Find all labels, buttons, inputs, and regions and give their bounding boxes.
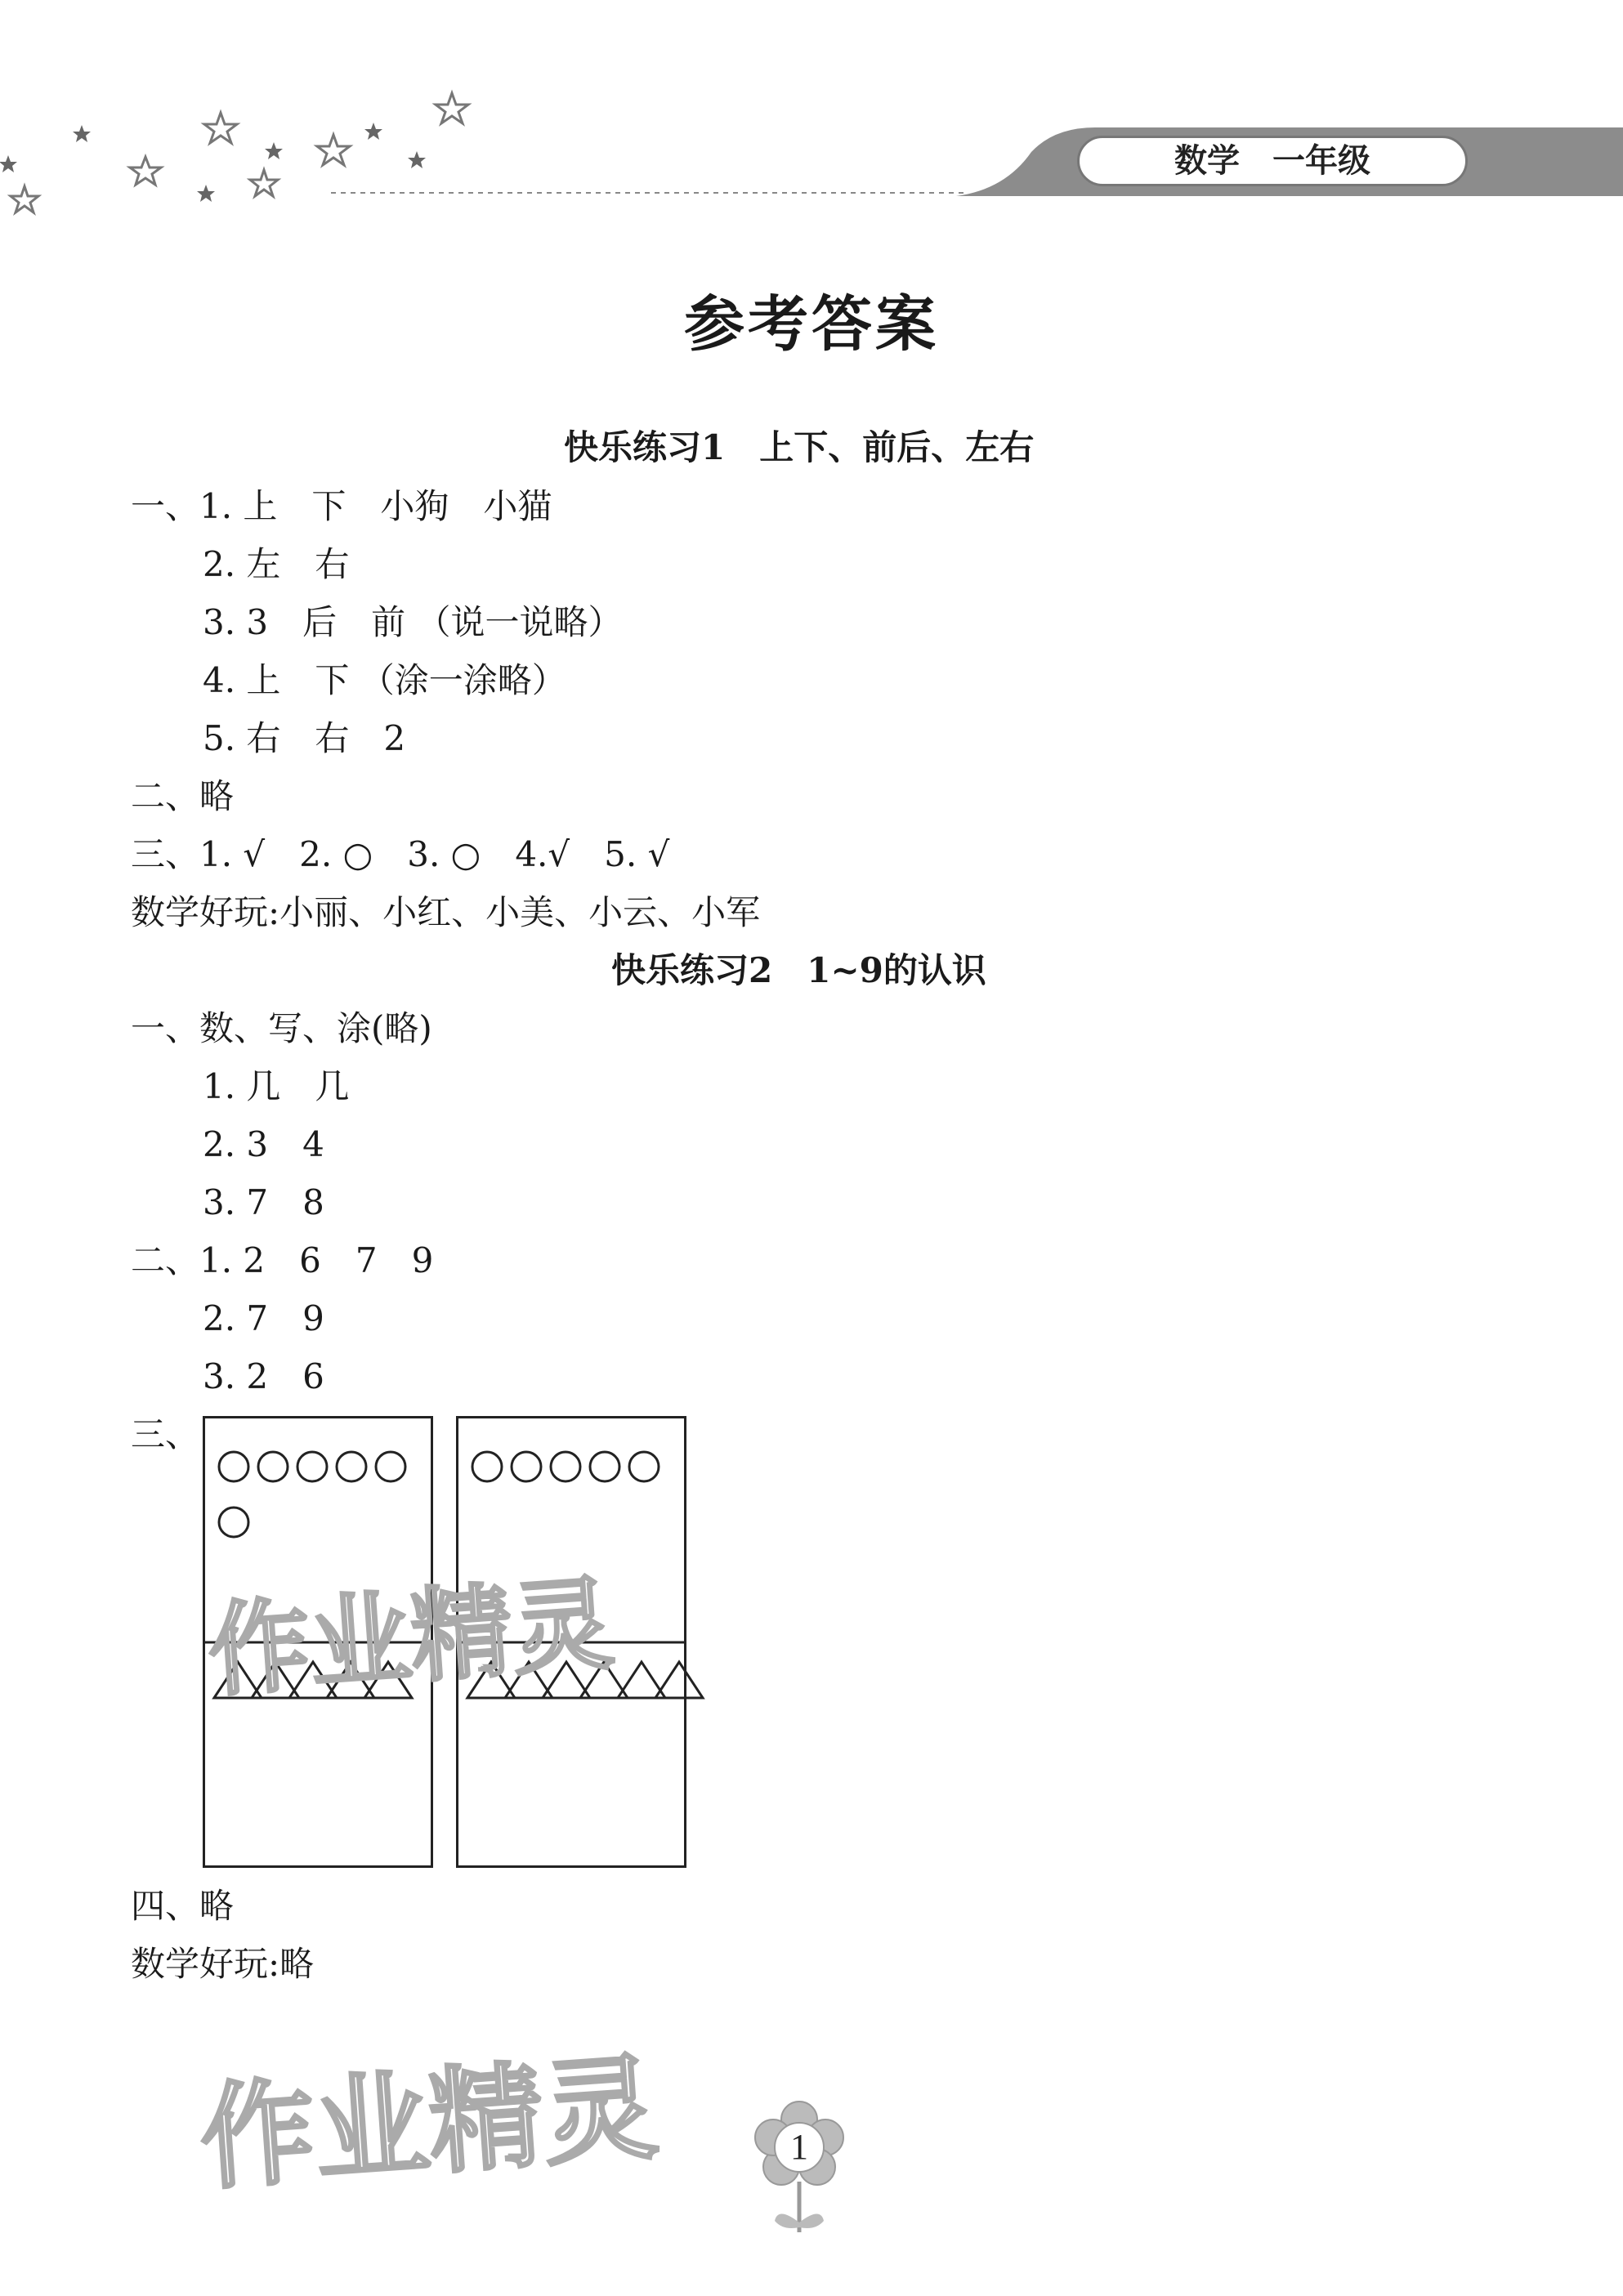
- answer-line: 数学好玩:略: [131, 1944, 315, 1984]
- circle-mark: [512, 1452, 541, 1481]
- right-circles: [472, 1452, 659, 1481]
- answer-line: 三、: [131, 1414, 200, 1454]
- page-title: 参考答案: [684, 289, 939, 360]
- answer-line: 一、数、写、涂(略): [131, 1008, 432, 1048]
- circle-mark: [472, 1452, 502, 1481]
- section1-heading: 快乐练习1 上下、前后、左右: [564, 427, 1035, 467]
- answer-line: 2. 3 4: [203, 1124, 324, 1164]
- page-number: 1: [790, 2127, 808, 2167]
- left-circles: [219, 1452, 405, 1537]
- answer-line: 4. 上 下 （涂一涂略）: [203, 660, 566, 700]
- answer-line: 一、1. 上 下 小狗 小猫: [131, 486, 552, 526]
- circle-mark: [629, 1452, 659, 1481]
- circle-mark: [219, 1508, 248, 1537]
- circle-mark: [337, 1452, 366, 1481]
- answer-line: 二、略: [131, 776, 235, 816]
- answer-line: 数学好玩:小丽、小红、小美、小云、小军: [131, 892, 761, 932]
- answer-line: 5. 右 右 2: [203, 718, 406, 758]
- answer-line: 2. 7 9: [203, 1298, 324, 1338]
- circle-mark: [258, 1452, 288, 1481]
- circle-mark: [590, 1452, 619, 1481]
- answer-line: 三、1. √ 2. ○ 3. ○ 4.√ 5. √: [131, 834, 670, 874]
- answer-line: 3. 3 后 前 （说一说略）: [203, 602, 623, 642]
- circle-mark: [551, 1452, 580, 1481]
- circle-mark: [297, 1452, 327, 1481]
- answer-line: 3. 2 6: [203, 1356, 324, 1396]
- circle-mark: [376, 1452, 405, 1481]
- section2-heading: 快乐练习2 1~9的认识: [611, 950, 986, 990]
- answer-line: 2. 左 右: [203, 544, 350, 584]
- watermark-text: 作业精灵: [195, 2041, 662, 2207]
- circle-mark: [219, 1452, 248, 1481]
- answer-line: 3. 7 8: [203, 1182, 324, 1222]
- answer-line: 四、略: [131, 1886, 235, 1926]
- answer-line: 二、1. 2 6 7 9: [131, 1240, 434, 1280]
- watermark-text: 作业精灵: [204, 1565, 618, 1712]
- answer-line: 1. 几 几: [203, 1066, 350, 1106]
- header-subject-grade: 数学 一年级: [1077, 136, 1468, 186]
